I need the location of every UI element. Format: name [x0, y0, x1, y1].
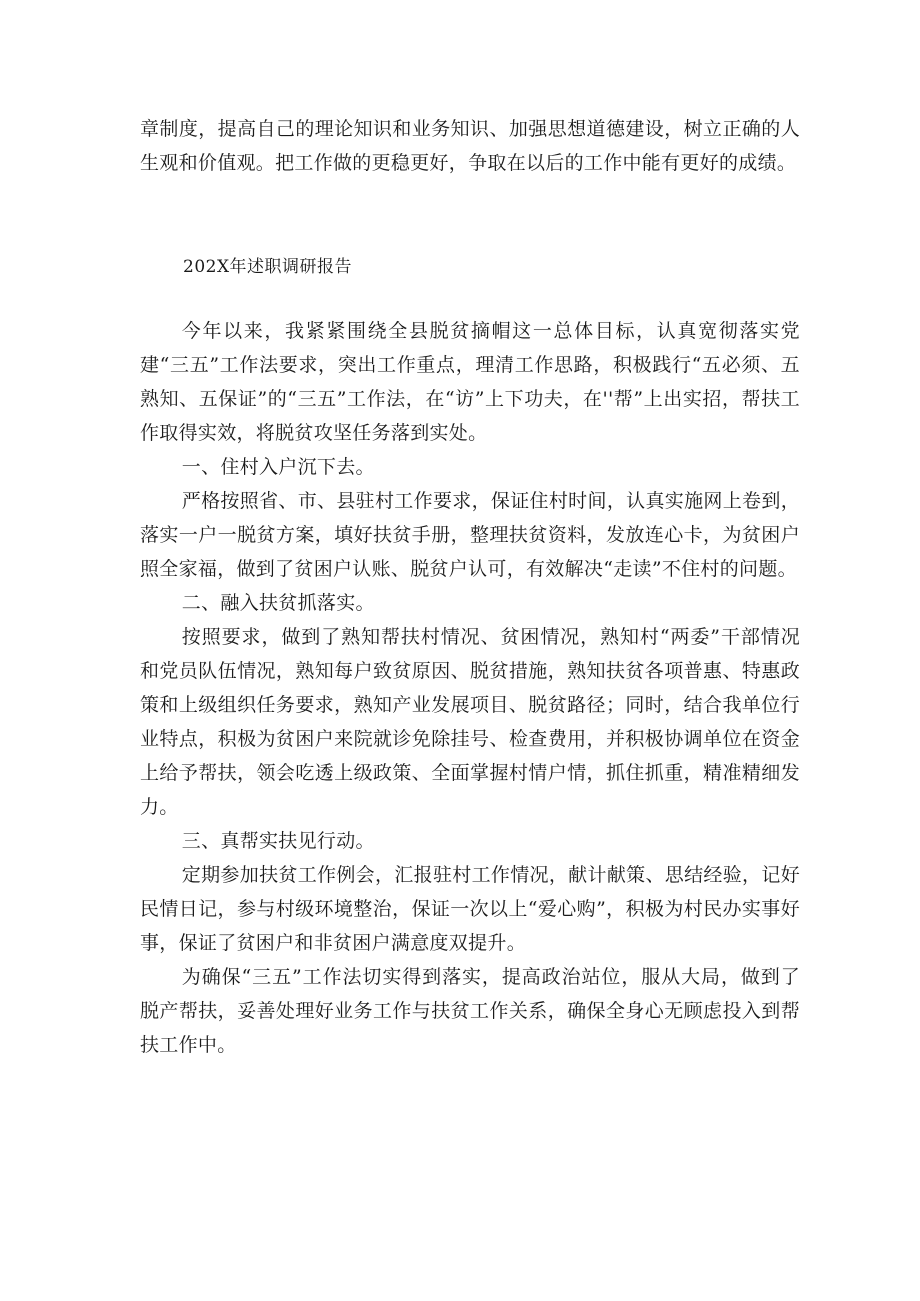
section-body-3: 定期参加扶贫工作例会，汇报驻村工作情况，献计献策、思结经验，记好民情日记，参与村级环境整治，保证一次以上“爱心购”，积极为村民办实事好事，保证了贫困户和非贫困户满意度双提升。: [140, 864, 800, 954]
previous-closing-paragraph: 章制度，提高自己的理论知识和业务知识、加强思想道德建设，树立正确的人生观和价值观。把工作做的更稳更好，争取在以后的工作中能有更好的成绩。: [140, 118, 800, 174]
closing-paragraph: 为确保“三五”工作法切实得到落实，提高政治站位，服从大局，做到了脱产帮扶，妥善处理好业务工作与扶贫工作关系，确保全身心无顾虑投入到帮扶工作中。: [140, 966, 800, 1056]
section-heading-2: 二、融入扶贫抓落实。: [181, 592, 375, 614]
document-body: [140, 314, 800, 1062]
previous-section: [140, 112, 800, 180]
section-heading-1: 一、住村入户沉下去。: [181, 456, 375, 478]
section-body-1: 严格按照省、市、县驻村工作要求，保证住村时间，认真实施网上卷到，落实一户一脱贫方案，填好扶贫手册，整理扶贫资料，发放连心卡，为贫困户照全家福，做到了贫困户认账、脱贫户认可，有效解决“走读”不住村的问题。: [140, 490, 800, 580]
document-title: 202X年述职调研报告: [183, 257, 353, 277]
intro-paragraph: 今年以来，我紧紧围绕全县脱贫摘帽这一总体目标，认真宽彻落实党建“三五”工作法要求，突出工作重点，理清工作思路，积极践行“五必须、五熟知、五保证”的“三五”工作法，在“访”上下功夫，在''帮”上出实招，帮扶工作取得实效，将脱贫攻坚任务落到实处。: [140, 320, 800, 444]
section-heading-3: 三、真帮实扶见行动。: [181, 830, 375, 852]
section-body-2: 按照要求，做到了熟知帮扶村情况、贫困情况，熟知村“两委”干部情况和党员队伍情况，熟知每户致贫原因、脱贫措施，熟知扶贫各项普惠、特惠政策和上级组织任务要求，熟知产业发展项目、脱贫路径；同时，结合我单位行业特点，积极为贫困户来院就诊免除挂号、检查费用，并积极协调单位在资金上给予帮扶，领会吃透上级政策、全面掌握村情户情，抓住抓重，精准精细发力。: [140, 626, 800, 818]
